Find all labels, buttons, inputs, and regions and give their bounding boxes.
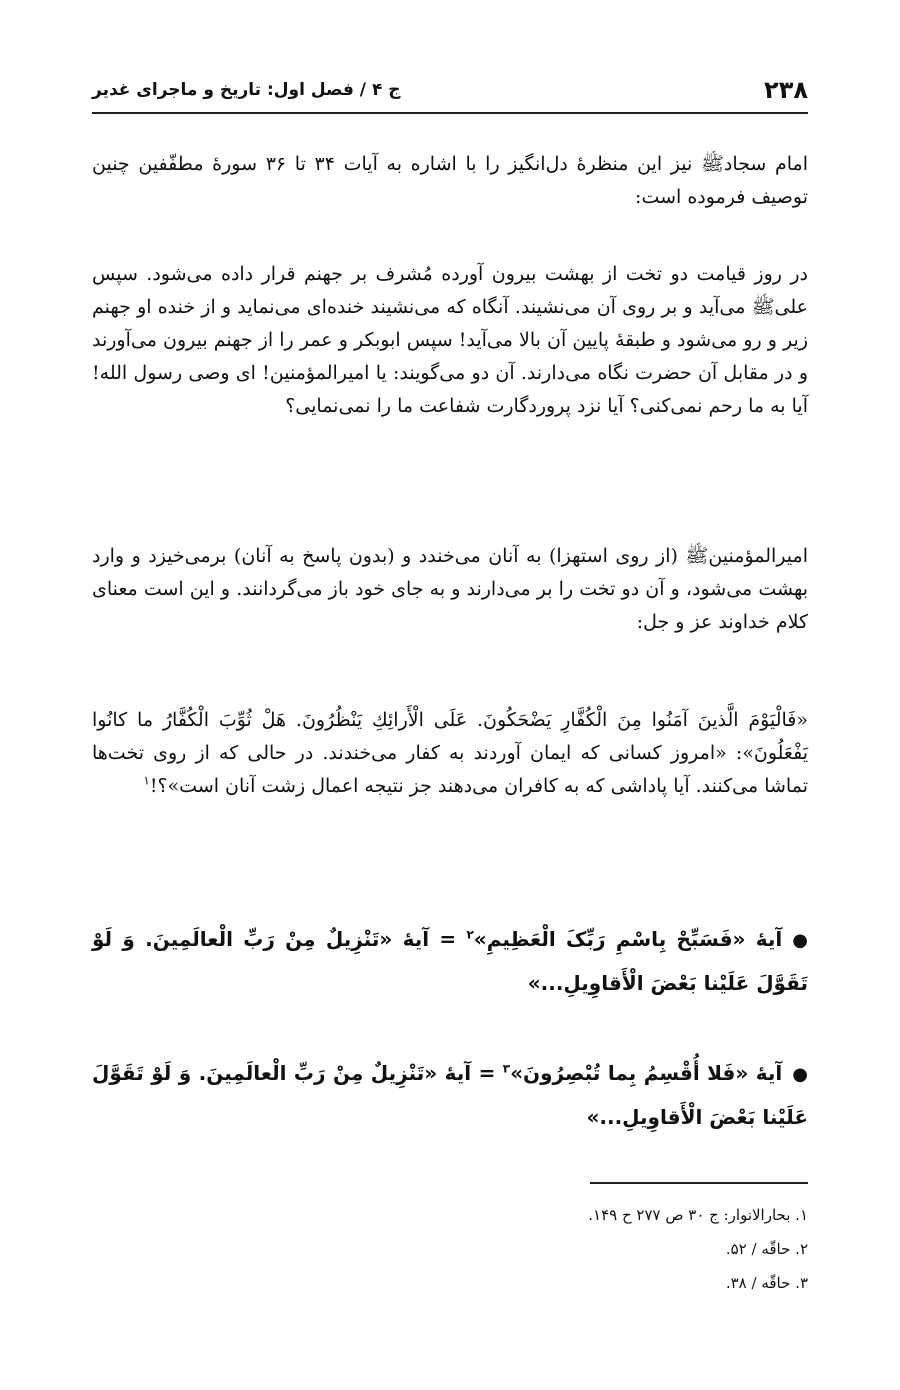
paragraph-quran-quote	[92, 704, 808, 803]
footnotes	[92, 1198, 808, 1300]
paragraph-continuation: امیرالمؤمنینﷺ (از روی استهزا) به آنان می‌خندد و (بدون پاسخ به آنان) برمی‌خیزد و وارد بهشت می‌شود، و آن دو تخت را بر می‌دارند و به جای خود باز می‌گردانند. و این است معنای کلام خداوند عز و جل:	[92, 545, 808, 633]
footnote-ref-3: ۳	[502, 1061, 511, 1076]
paragraph-hadith: در روز قیامت دو تخت از بهشت بیرون آورده مُشرف بر جهنم قرار داده می‌شود. سپس علیﷺ می‌آید و بر روی آن می‌نشیند. آنگاه که می‌نشیند خنده‌ای می‌نماید و از خنده او جهنم زیر و رو می‌شود و طبقهٔ پایین آن بالا می‌آید! سپس ابوبکر و عمر را از جهنم بیرون می‌آورند و در مقابل آن حضرت نگاه می‌دارند. آن دو می‌گویند: یا امیرالمؤمنین! ای وصی رسول الله! آیا به ما رحم نمی‌کنی؟ آیا نزد پروردگارت شفاعت ما را نمی‌نمایی؟	[92, 263, 808, 417]
book-page	[92, 0, 808, 1390]
verse-2-after: = آیهٔ «تَنْزِيلٌ مِنْ رَبِّ الْعالَمِينَ. وَ لَوْ تَقَوَّلَ عَلَيْنا بَعْضَ الْأَقاوِيلِ...»	[92, 1061, 808, 1129]
footnote-3: ۳. حاقّه / ۳۸.	[725, 1274, 808, 1292]
footnote-1: ۱. بحارالانوار: ج ۳۰ ص ۲۷۷ ح ۱۴۹.	[588, 1206, 808, 1224]
bullet-icon: ●	[792, 1064, 808, 1085]
verse-comparison-2	[92, 1052, 808, 1138]
footnote-divider	[590, 1182, 808, 1184]
verse-2-before: آیهٔ «فَلا أُقْسِمُ بِما تُبْصِرُونَ»	[510, 1061, 783, 1085]
running-title: ج ۴ / فصل اول: تاریخ و ماجرای غدیر	[92, 80, 401, 100]
verse-comparison-1	[92, 918, 808, 1004]
verse-1-before: آیهٔ «فَسَبِّحْ بِاسْمِ رَبِّکَ الْعَظِیمِ»	[473, 927, 783, 951]
verse-translation: : «امروز کسانی که ایمان آوردند به کفار می‌خندند. در حالی که از روی تخت‌ها تماشا می‌کنند. آیا پاداشی که به کافران می‌دهند جز نتیجه اعمال زشت آنان است»؟!	[92, 742, 808, 797]
page-number: ۲۳۸	[764, 76, 808, 104]
quran-verse-text: «فَالْيَوْمَ الَّذينَ آمَنُوا مِنَ الْكُفَّارِ يَضْحَكُونَ. عَلَى الْأَرائِكِ يَنْظُرُونَ. هَلْ ثُوِّبَ الْكُفَّارُ ما كانُوا يَفْعَلُونَ»	[92, 709, 808, 764]
bullet-icon: ●	[792, 930, 808, 951]
footnote-ref-2: ۲	[466, 927, 474, 942]
verse-1-after: = آیهٔ «تَنْزِيلٌ مِنْ رَبِّ الْعالَمِينَ. وَ لَوْ تَقَوَّلَ عَلَيْنا بَعْضَ الْأَقاوِيلِ...»	[92, 927, 808, 995]
footnote-ref-1: ۱	[143, 773, 150, 788]
paragraph-intro: امام سجادﷺ نیز این منظرهٔ دل‌انگیز را با اشاره به آیات ۳۴ تا ۳۶ سورهٔ مطفّفین چنین توصیف فرموده است:	[92, 153, 809, 208]
footnote-2: ۲. حاقّه / ۵۲.	[725, 1240, 808, 1258]
page-header	[92, 68, 808, 114]
